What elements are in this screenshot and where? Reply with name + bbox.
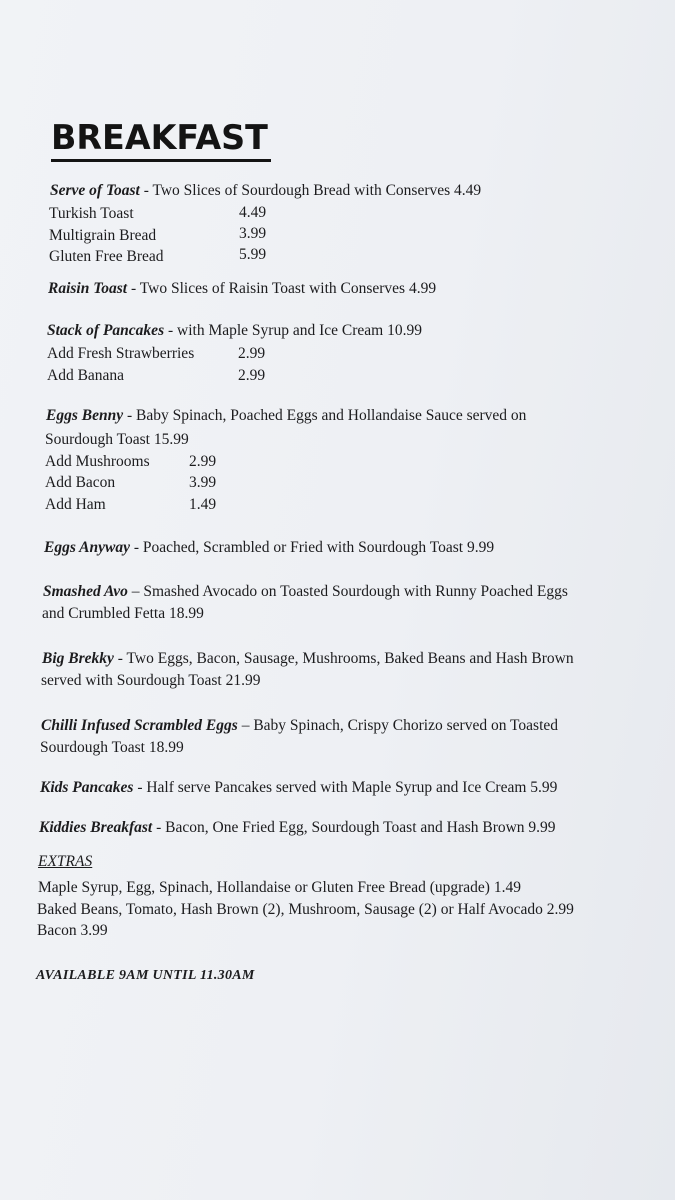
item-stack-of-pancakes bbox=[47, 321, 422, 341]
menu-title-block bbox=[51, 118, 272, 162]
item-description: - Two Slices of Sourdough Bread with Conserves 4.49 bbox=[139, 182, 482, 199]
availability-note: AVAILABLE 9AM UNTIL 11.30AM bbox=[36, 968, 255, 983]
item-serve-of-toast bbox=[50, 181, 481, 201]
item-chilli-scrambled-eggs bbox=[41, 716, 558, 736]
extras-line: Bacon 3.99 bbox=[37, 922, 108, 939]
item-name: Eggs Benny bbox=[46, 407, 124, 424]
item-kiddies-breakfast bbox=[39, 818, 556, 838]
item-description: - Poached, Scrambled or Fried with Sourdough Toast 9.99 bbox=[129, 539, 495, 556]
option-label: Add Bacon bbox=[45, 474, 116, 491]
item-description-cont: Sourdough Toast 18.99 bbox=[40, 739, 184, 756]
option-price: 5.99 bbox=[239, 246, 267, 263]
item-smashed-avo bbox=[43, 582, 568, 602]
item-description-cont: Sourdough Toast 15.99 bbox=[45, 431, 189, 448]
option-label: Turkish Toast bbox=[49, 205, 134, 222]
item-name: Big Brekky bbox=[42, 650, 114, 667]
item-description-cont: and Crumbled Fetta 18.99 bbox=[42, 605, 204, 622]
item-name: Raisin Toast bbox=[48, 280, 128, 297]
item-big-brekky bbox=[42, 649, 574, 669]
item-name: Serve of Toast bbox=[50, 182, 140, 199]
item-description: – Smashed Avocado on Toasted Sourdough with Runny Poached Eggs bbox=[127, 583, 568, 600]
extras-heading bbox=[38, 852, 92, 872]
option-price: 3.99 bbox=[239, 225, 267, 242]
extras-line: Maple Syrup, Egg, Spinach, Hollandaise or Gluten Free Bread (upgrade) 1.49 bbox=[38, 879, 521, 896]
option-label: Add Banana bbox=[47, 367, 125, 384]
item-description: - Two Slices of Raisin Toast with Conserves 4.99 bbox=[127, 280, 437, 297]
extras-heading-text: EXTRAS bbox=[38, 853, 93, 870]
item-name: Eggs Anyway bbox=[44, 539, 130, 556]
option-price: 4.49 bbox=[239, 204, 267, 221]
item-description: - with Maple Syrup and Ice Cream 10.99 bbox=[164, 322, 422, 339]
item-kids-pancakes bbox=[40, 778, 557, 798]
item-name: Stack of Pancakes bbox=[47, 322, 165, 339]
item-description-cont: served with Sourdough Toast 21.99 bbox=[41, 672, 261, 689]
option-label: Gluten Free Bread bbox=[49, 248, 164, 265]
option-price: 2.99 bbox=[238, 367, 266, 384]
item-name: Kids Pancakes bbox=[40, 779, 134, 796]
item-raisin-toast bbox=[48, 279, 436, 299]
item-eggs-anyway bbox=[44, 538, 494, 558]
item-description: – Baby Spinach, Crispy Chorizo served on Toasted bbox=[237, 717, 559, 734]
menu-title: BREAKFAST bbox=[51, 118, 268, 158]
item-description: - Baby Spinach, Poached Eggs and Hollandaise Sauce served on bbox=[123, 407, 527, 424]
item-name: Smashed Avo bbox=[43, 583, 128, 600]
item-name: Kiddies Breakfast bbox=[39, 819, 153, 836]
option-price: 3.99 bbox=[189, 474, 217, 491]
item-description: - Half serve Pancakes served with Maple Syrup and Ice Cream 5.99 bbox=[133, 779, 558, 796]
item-description: - Bacon, One Fried Egg, Sourdough Toast and Hash Brown 9.99 bbox=[152, 819, 556, 836]
option-price: 2.99 bbox=[238, 345, 266, 362]
item-description: - Two Eggs, Bacon, Sausage, Mushrooms, Baked Beans and Hash Brown bbox=[113, 650, 574, 667]
extras-line: Baked Beans, Tomato, Hash Brown (2), Mushroom, Sausage (2) or Half Avocado 2.99 bbox=[37, 901, 574, 918]
title-underline bbox=[51, 159, 271, 162]
option-label: Add Fresh Strawberries bbox=[47, 345, 195, 362]
option-price: 1.49 bbox=[189, 496, 217, 513]
option-label: Add Mushrooms bbox=[45, 453, 150, 470]
option-label: Multigrain Bread bbox=[49, 227, 157, 244]
option-price: 2.99 bbox=[189, 453, 217, 470]
item-name: Chilli Infused Scrambled Eggs bbox=[41, 717, 238, 734]
option-label: Add Ham bbox=[45, 496, 106, 513]
item-eggs-benny bbox=[46, 406, 526, 426]
